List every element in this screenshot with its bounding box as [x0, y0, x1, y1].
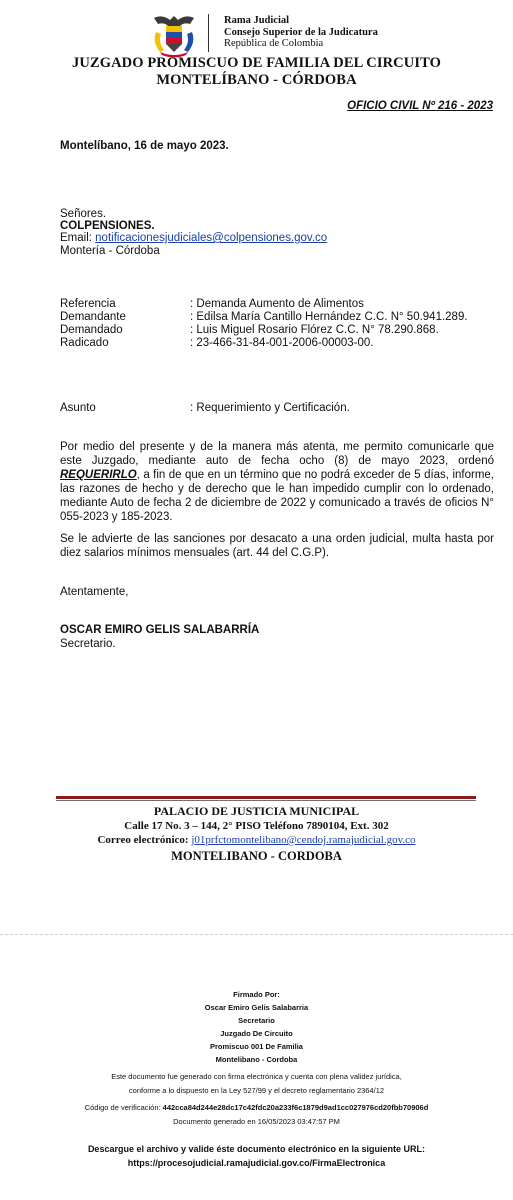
asunto-row: [60, 402, 500, 416]
paragraph-text: , a fin de que en un término que no podrá exceder de 5 días, informe, las razones de hecho y de derecho que le han impedido cumplir con lo ordenado, mediante Auto de fecha 2 de diciembre de 2022 y comunicado a través de oficios N° 055-2023 y 185-2023.: [60, 469, 494, 523]
recipient-name: COLPENSIONES.: [60, 220, 155, 232]
reference-row: [60, 324, 500, 338]
recipient-email-line: [60, 232, 327, 246]
court-name: JUZGADO PROMISCUO DE FAMILIA DEL CIRCUITO: [72, 55, 441, 71]
reference-key: Demandante: [60, 311, 126, 323]
reference-value: : 23-466-31-84-001-2006-00003-00.: [190, 337, 374, 349]
footer-address: Calle 17 No. 3 – 144, 2° PISO Teléfono 7890104, Ext. 302: [124, 820, 389, 832]
signer-name: OSCAR EMIRO GELIS SALABARRÍA: [60, 624, 260, 636]
requerirlo-emphasis: REQUERIRLO: [60, 469, 137, 481]
footer-email-label: Correo electrónico:: [97, 834, 192, 846]
logo-line-2: Consejo Superior de la Judicatura: [224, 26, 378, 38]
rama-judicial-logo: [150, 12, 430, 58]
footer-palace: PALACIO DE JUSTICIA MUNICIPAL: [153, 804, 360, 818]
reference-value: : Luis Miguel Rosario Flórez C.C. N° 78.290.868.: [190, 324, 439, 336]
office-line-3: Montelibano - Cordoba: [215, 1055, 298, 1064]
page-divider: [0, 934, 513, 935]
logo-line-1: Rama Judicial: [224, 15, 290, 26]
reference-row: [60, 337, 500, 351]
footer-city: MONTELIBANO - CORDOBA: [171, 849, 342, 863]
reference-value: : Demanda Aumento de Alimentos: [190, 298, 364, 310]
verification-code: 442cca84d244e28dc17c42fdc20a233f6c1879d9ad1cc027976cd20fbb70906d: [162, 1103, 429, 1112]
asunto-label: Asunto: [60, 402, 96, 414]
legal-text-2: conforme a lo dispuesto en la Ley 527/99 y el decreto reglamentario 2364/12: [128, 1086, 385, 1095]
court-city: MONTELÍBANO - CÓRDOBA: [156, 72, 357, 88]
office-line-2: Promiscuo 001 De Familia: [210, 1042, 303, 1051]
verification-code-line: [0, 1103, 513, 1113]
reference-key: Demandado: [60, 324, 123, 336]
coat-of-arms-icon: [150, 12, 198, 58]
footer-rule-gray: [56, 800, 476, 801]
date-line: Montelíbano, 16 de mayo 2023.: [60, 140, 229, 152]
download-instruction: Descargue el archivo y valide éste documento electrónico en la siguiente URL:: [87, 1144, 426, 1154]
reference-key: Referencia: [60, 298, 116, 310]
signer-fullname: Oscar Emiro Gelis Salabarria: [204, 1003, 309, 1012]
salutation: Señores.: [60, 208, 107, 220]
recipient-email-link[interactable]: notificacionesjudiciales@colpensiones.gov.co: [95, 232, 328, 244]
generated-timestamp: Documento generado en 16/05/2023 03:47:57 PM: [173, 1117, 340, 1126]
reference-row: [60, 298, 500, 312]
reference-key: Radicado: [60, 337, 109, 349]
signer-title: Secretario.: [60, 638, 116, 650]
asunto-value: : Requerimiento y Certificación.: [190, 402, 350, 414]
logo-text: [224, 15, 378, 50]
signer-role: Secretario: [238, 1016, 275, 1025]
oficio-number: OFICIO CIVIL Nº 216 - 2023: [347, 100, 493, 112]
logo-separator: [208, 14, 209, 52]
footer-email-link[interactable]: j01prfctomontelibano@cendoj.ramajudicial.gov.co: [191, 834, 416, 846]
verification-code-label: Código de verificación:: [84, 1103, 163, 1112]
email-label: Email:: [60, 232, 96, 244]
footer-email-line: [0, 834, 513, 846]
office-line-1: Juzgado De Circuito: [220, 1029, 293, 1038]
body-paragraph-2: Se le advierte de las sanciones por desacato a una orden judicial, multa hasta por diez salarios mínimos mensuales (art. 44 del C.G.P).: [60, 533, 494, 559]
paragraph-text: Por medio del presente y de la manera más atenta, me permito comunicarle que este Juzgado, mediante auto de fecha ocho (8) de mayo 2023, ordenó: [60, 441, 494, 467]
reference-value: : Edilsa María Cantillo Hernández C.C. N° 50.941.289.: [190, 311, 468, 323]
legal-text-1: Este documento fue generado con firma electrónica y cuenta con plena validez jurídica,: [111, 1072, 402, 1081]
body-paragraph-1: [60, 440, 494, 524]
recipient-city: Montería - Córdoba: [60, 245, 160, 257]
footer-rule-red: [56, 796, 476, 799]
logo-line-3: República de Colombia: [224, 38, 324, 49]
reference-row: [60, 311, 500, 325]
signed-by-label: Firmado Por:: [233, 990, 280, 999]
validation-url[interactable]: https://procesojudicial.ramajudicial.gov.co/FirmaElectronica: [127, 1158, 386, 1168]
closing: Atentamente,: [60, 586, 129, 598]
